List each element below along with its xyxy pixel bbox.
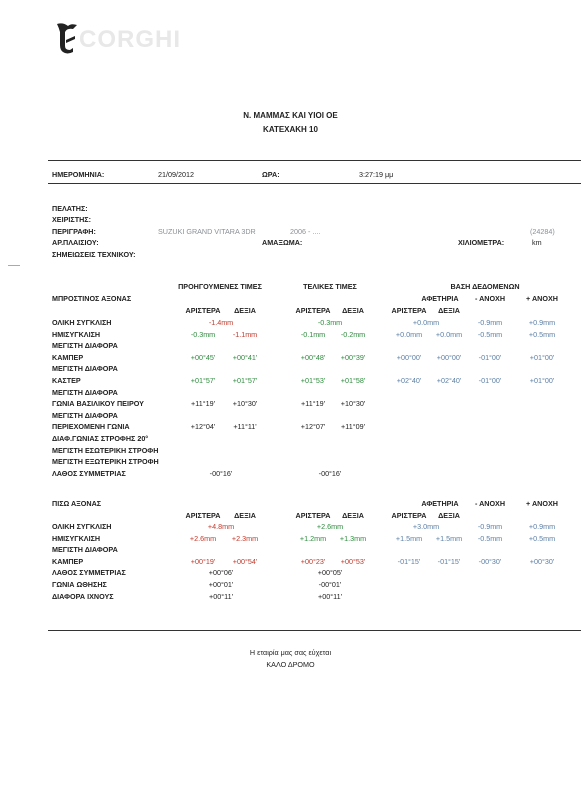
vehicle-years: 2006 - ....	[290, 227, 321, 236]
rear-value-ref-r: +1.5mm	[435, 533, 463, 543]
rear-value-prev-l: +00°19'	[190, 556, 216, 566]
front-value-fin-l: +12°07'	[300, 422, 326, 432]
front-value-prev-total: -00°16'	[209, 468, 233, 478]
rear-value-ref-l: +1.5mm	[395, 533, 423, 543]
footer-slogan: ΚΑΛΟ ΔΡΟΜΟ	[266, 660, 315, 669]
front-value-fin-r: -0.2mm	[340, 329, 366, 339]
front-value-fin-l: +11°19'	[301, 399, 325, 409]
rear-value-fin-total: -00°01'	[318, 580, 342, 589]
company-name: Ν. ΜΑΜΜΑΣ ΚΑΙ ΥΙΟΙ ΟΕ	[243, 111, 338, 120]
front-value-ref-l: +02°40'	[396, 376, 422, 385]
final-right-header: ΔΕΞΙΑ	[342, 306, 364, 315]
front-value-fin-r: +00°39'	[340, 352, 366, 362]
rear-value-prev-total: +00°01'	[208, 580, 234, 589]
col-final: ΤΕΛΙΚΕΣ ΤΙΜΕΣ	[303, 282, 357, 291]
company-address: ΚΑΤΕΧΑΚΗ 10	[263, 125, 318, 134]
front-value-fin-total: -00°16'	[318, 468, 342, 478]
description-label: ΠΕΡΙΓΡΑΦΗ:	[52, 227, 96, 236]
front-value-prev-r: +01°57'	[232, 376, 258, 385]
corghi-logo	[53, 20, 181, 56]
front-value-plus: +0.9mm	[528, 318, 556, 327]
rear-value-prev-total: +00°06'	[208, 568, 234, 578]
db-code: (24284)	[530, 227, 555, 236]
date-label: ΗΜΕΡΟΜΗΝΙΑ:	[52, 170, 105, 179]
rear-value-fin-r: +1.3mm	[339, 533, 367, 543]
divider-footer	[48, 630, 581, 631]
front-row-label: ΜΕΓΙΣΤΗ ΔΙΑΦΟΡΑ	[52, 410, 118, 420]
rear-col-reference: ΑΦΕΤΗΡΙΑ	[421, 499, 459, 508]
front-value-minus: -0.9mm	[477, 318, 503, 327]
chassis-label: ΑΡ.ΠΛΑΙΣΙΟΥ:	[52, 238, 99, 247]
front-row-label: ΜΕΓΙΣΤΗ ΔΙΑΦΟΡΑ	[52, 387, 118, 397]
col-reference: ΑΦΕΤΗΡΙΑ	[421, 294, 459, 303]
divider-top	[48, 160, 581, 161]
rear-prev-right-header: ΔΕΞΙΑ	[234, 511, 256, 520]
rear-ref-left-header: ΑΡΙΣΤΕΡΑ	[391, 511, 427, 520]
rear-value-minus: -00°30'	[478, 556, 502, 566]
rear-value-prev-l: +2.6mm	[189, 533, 217, 543]
plate-label: ΑΜΑΞΩΜΑ:	[262, 238, 303, 247]
col-minus-tolerance: - ΑΝΟΧΗ	[474, 294, 506, 303]
divider-header	[48, 183, 581, 184]
final-left-header: ΑΡΙΣΤΕΡΑ	[295, 306, 331, 315]
front-value-plus: +01°00'	[529, 376, 555, 385]
front-value-plus: +01°00'	[529, 352, 555, 362]
rear-col-minus-tolerance: - ΑΝΟΧΗ	[474, 499, 506, 508]
front-row-label: ΠΕΡΙΕΧΟΜΕΝΗ ΓΩΝΙΑ	[52, 422, 130, 432]
col-plus-tolerance: + ΑΝΟΧΗ	[526, 294, 558, 303]
rear-row-label: ΛΑΘΟΣ ΣΥΜΜΕΤΡΙΑΣ	[52, 568, 126, 578]
rear-value-prev-r: +00°54'	[232, 556, 258, 566]
footer-greeting: Η εταιρία μας σας εύχεται	[249, 648, 332, 657]
rear-value-plus: +0.9mm	[528, 522, 556, 531]
rear-row-label: ΟΛΙΚΗ ΣΥΓΚΛΙΣΗ	[52, 522, 112, 531]
rear-value-fin-total: +00°05'	[317, 568, 343, 578]
rear-ref-right-header: ΔΕΞΙΑ	[438, 511, 460, 520]
rear-row-label: ΗΜΙΣΥΓΚΛΙΣΗ	[52, 533, 101, 543]
margin-tick	[8, 265, 20, 266]
front-value-fin-l: +01°53'	[300, 376, 326, 385]
front-value-minus: -01°00'	[478, 376, 502, 385]
front-row-label: ΓΩΝΙΑ ΒΑΣΙΛΙΚΟΥ ΠΕΙΡΟΥ	[52, 399, 144, 409]
front-value-prev-l: +00°45'	[190, 352, 216, 362]
front-value-prev-l: -0.3mm	[190, 329, 216, 339]
rear-value-prev-total: +00°11'	[209, 591, 233, 601]
ref-right-header: ΔΕΞΙΑ	[438, 306, 460, 315]
front-value-fin-r: +01°58'	[340, 376, 366, 385]
front-value-prev-r: +00°41'	[232, 352, 258, 362]
rear-value-plus: +00°30'	[529, 556, 555, 566]
front-row-label: ΔΙΑΦ.ΓΩΝΙΑΣ ΣΤΡΟΦΗΣ 20°	[52, 434, 149, 443]
holder-label: ΧΕΙΡΙΣΤΗΣ:	[52, 215, 91, 224]
rear-value-prev-r: +2.3mm	[231, 533, 259, 543]
logo-wordmark: CORGHI	[79, 26, 181, 53]
prev-left-header: ΑΡΙΣΤΕΡΑ	[185, 306, 221, 315]
rear-row-label: ΓΩΝΙΑ ΩΘΗΣΗΣ	[52, 580, 107, 589]
front-value-ref-r: +02°40'	[436, 376, 462, 385]
front-value-ref-r: +00°00'	[436, 352, 462, 362]
front-row-label: ΗΜΙΣΥΓΚΛΙΣΗ	[52, 329, 101, 339]
front-value-fin-l: -0.1mm	[300, 329, 326, 339]
rear-prev-left-header: ΑΡΙΣΤΕΡΑ	[185, 511, 221, 520]
front-value-prev-r: +11°11'	[233, 422, 257, 432]
rear-value-fin-total: +2.6mm	[316, 522, 344, 531]
front-value-ref-l: +00°00'	[396, 352, 422, 362]
rear-row-label: ΚΑΜΠΕΡ	[52, 556, 84, 566]
rear-value-fin-total: +00°11'	[318, 591, 342, 601]
date-value: 21/09/2012	[158, 170, 194, 179]
notes-label: ΣΗΜΕΙΩΣΕΙΣ ΤΕΧΝΙΚΟΥ:	[52, 250, 136, 259]
front-value-plus: +0.5mm	[528, 329, 556, 339]
rear-axle-title: ΠΙΣΩ ΑΞΟΝΑΣ	[52, 499, 102, 508]
rear-final-right-header: ΔΕΞΙΑ	[342, 511, 364, 520]
front-axle-title: ΜΠΡΟΣΤΙΝΟΣ ΑΞΟΝΑΣ	[52, 294, 132, 303]
prev-right-header: ΔΕΞΙΑ	[234, 306, 256, 315]
rear-value-fin-r: +00°53'	[340, 556, 366, 566]
front-row-label: ΛΑΘΟΣ ΣΥΜΜΕΤΡΙΑΣ	[52, 468, 126, 478]
front-value-ref-r: +0.0mm	[435, 329, 463, 339]
front-row-label: ΚΑΜΠΕΡ	[52, 352, 84, 362]
ref-left-header: ΑΡΙΣΤΕΡΑ	[391, 306, 427, 315]
front-value-minus: -01°00'	[478, 352, 502, 362]
front-row-label: ΜΕΓΙΣΤΗ ΔΙΑΦΟΡΑ	[52, 364, 118, 374]
rear-col-plus-tolerance: + ΑΝΟΧΗ	[526, 499, 558, 508]
client-label: ΠΕΛΑΤΗΣ:	[52, 204, 88, 213]
rear-value-prev-total: +4.8mm	[207, 522, 235, 531]
time-label: ΩΡΑ:	[262, 170, 280, 179]
front-value-prev-l: +12°04'	[190, 422, 216, 432]
front-value-ref-l: +0.0mm	[395, 329, 423, 339]
front-row-label: ΟΛΙΚΗ ΣΥΓΚΛΙΣΗ	[52, 318, 112, 327]
col-database: ΒΑΣΗ ΔΕΔΟΜΕΝΩΝ	[450, 282, 520, 291]
rear-final-left-header: ΑΡΙΣΤΕΡΑ	[295, 511, 331, 520]
time-value: 3:27:19 μμ	[359, 170, 394, 179]
front-value-prev-l: +01°57'	[190, 376, 216, 385]
rear-row-label: ΔΙΑΦΟΡΑ ΙΧΝΟΥΣ	[52, 591, 114, 601]
front-value-prev-r: -1.1mm	[232, 329, 258, 339]
vehicle-name: SUZUKI GRAND VITARA 3DR	[158, 227, 256, 236]
rear-value-ref-r: -01°15'	[437, 556, 461, 566]
front-value-fin-r: +11°09'	[341, 422, 365, 432]
rear-value-ref-total: +3.0mm	[412, 522, 440, 531]
km-unit: km	[532, 238, 542, 247]
front-value-ref-total: +0.0mm	[412, 318, 440, 327]
rear-row-label: ΜΕΓΙΣΤΗ ΔΙΑΦΟΡΑ	[52, 545, 118, 555]
front-value-fin-r: +10°30'	[340, 399, 366, 409]
rear-value-plus: +0.5mm	[528, 533, 556, 543]
front-value-fin-total: -0.3mm	[317, 318, 343, 327]
rear-value-fin-l: +00°23'	[300, 556, 326, 566]
front-value-fin-l: +00°48'	[300, 352, 326, 362]
col-previous: ΠΡΟΗΓΟΥΜΕΝΕΣ ΤΙΜΕΣ	[178, 282, 262, 291]
rear-value-fin-l: +1.2mm	[299, 533, 327, 543]
rear-value-ref-l: -01°15'	[397, 556, 421, 566]
front-value-minus: -0.5mm	[477, 329, 503, 339]
front-value-prev-r: +10°30'	[232, 399, 258, 409]
rear-value-minus: -0.9mm	[477, 522, 503, 531]
front-value-prev-l: +11°19'	[191, 399, 215, 409]
front-row-label: ΜΕΓΙΣΤΗ ΕΣΩΤΕΡΙΚΗ ΣΤΡΟΦΗ	[52, 445, 159, 455]
front-value-prev-total: -1.4mm	[208, 318, 234, 327]
front-row-label: ΚΑΣΤΕΡ	[52, 376, 81, 385]
front-row-label: ΜΕΓΙΣΤΗ ΕΞΩΤΕΡΙΚΗ ΣΤΡΟΦΗ	[52, 457, 159, 467]
km-label: ΧΙΛΙΟΜΕΤΡΑ:	[458, 238, 505, 247]
rear-value-minus: -0.5mm	[477, 533, 503, 543]
front-row-label: ΜΕΓΙΣΤΗ ΔΙΑΦΟΡΑ	[52, 341, 118, 351]
